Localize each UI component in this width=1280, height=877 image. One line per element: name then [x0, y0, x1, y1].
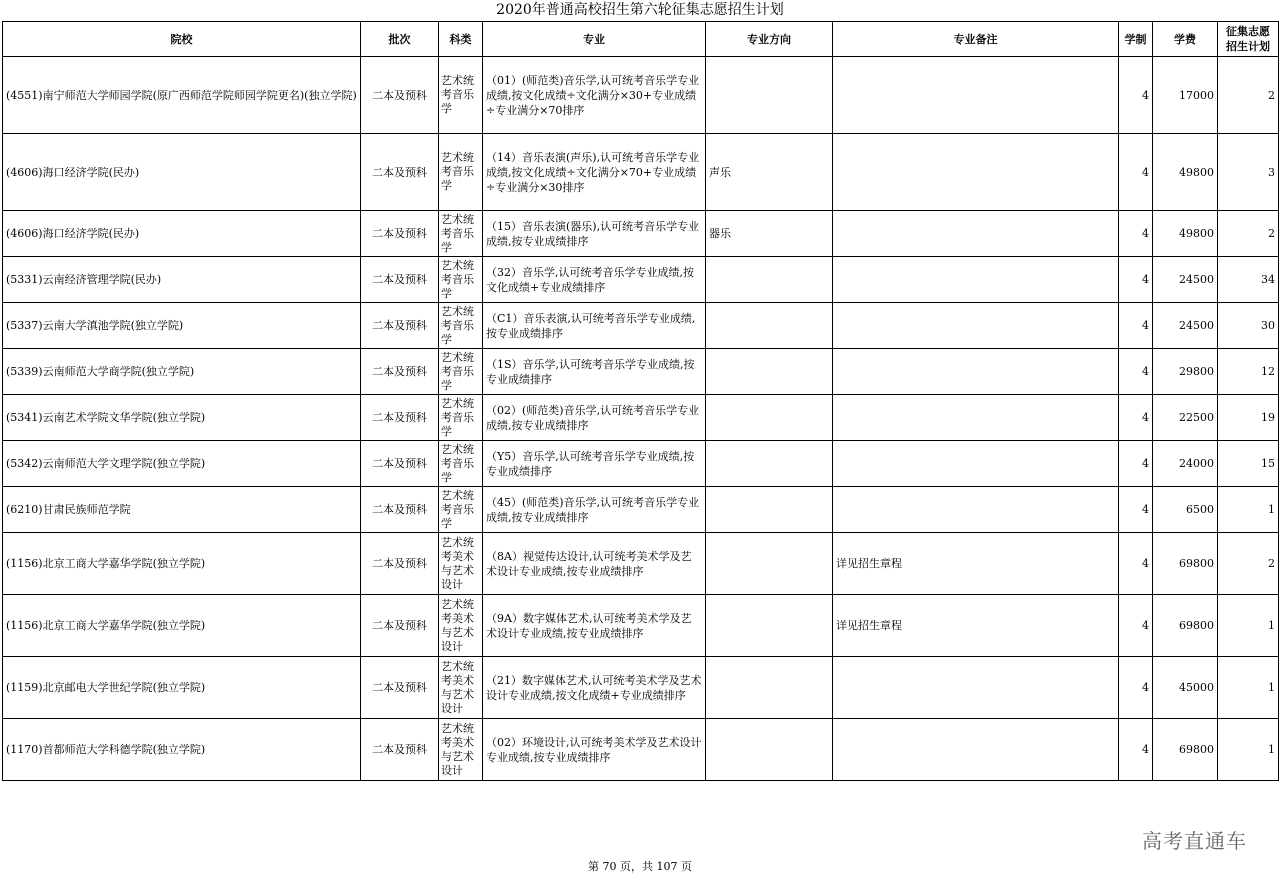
row-note: 详见招生章程	[833, 595, 1119, 657]
row-category: 艺术统考美术与艺术设计	[439, 595, 483, 657]
row-major: （32）音乐学,认可统考音乐学专业成绩,按文化成绩+专业成绩排序	[483, 257, 706, 303]
table-row	[3, 395, 1279, 441]
row-direction	[706, 441, 833, 487]
row-direction	[706, 57, 833, 134]
row-plan: 3	[1218, 134, 1279, 211]
row-direction	[706, 657, 833, 719]
row-major: （8A）视觉传达设计,认可统考美术学及艺术设计专业成绩,按专业成绩排序	[483, 533, 706, 595]
row-major: （02）(师范类)音乐学,认可统考音乐学专业成绩,按专业成绩排序	[483, 395, 706, 441]
row-fee: 49800	[1153, 134, 1218, 211]
row-major: （15）音乐表演(器乐),认可统考音乐学专业成绩,按专业成绩排序	[483, 211, 706, 257]
row-batch: 二本及预科	[361, 595, 439, 657]
row-category: 艺术统考音乐学	[439, 487, 483, 533]
row-note	[833, 657, 1119, 719]
row-plan: 1	[1218, 595, 1279, 657]
row-years: 4	[1119, 395, 1153, 441]
row-school: (5337)云南大学滇池学院(独立学院)	[3, 303, 361, 349]
row-plan: 1	[1218, 487, 1279, 533]
row-plan: 2	[1218, 211, 1279, 257]
page-footer: 第 70 页，共 107 页	[588, 860, 692, 873]
row-note	[833, 719, 1119, 781]
row-years: 4	[1119, 134, 1153, 211]
row-direction	[706, 595, 833, 657]
row-major: （C1）音乐表演,认可统考音乐学专业成绩,按专业成绩排序	[483, 303, 706, 349]
document-title: 2020年普通高校招生第六轮征集志愿招生计划	[496, 2, 784, 18]
row-note	[833, 441, 1119, 487]
header-plan: 征集志愿招生计划	[1218, 22, 1279, 57]
row-major: （14）音乐表演(声乐),认可统考音乐学专业成绩,按文化成绩÷文化满分×70+专业成绩÷专业满分×30排序	[483, 134, 706, 211]
row-fee: 6500	[1153, 487, 1218, 533]
row-school: (5342)云南师范大学文理学院(独立学院)	[3, 441, 361, 487]
row-direction	[706, 719, 833, 781]
header-category: 科类	[439, 22, 483, 57]
row-years: 4	[1119, 349, 1153, 395]
row-years: 4	[1119, 211, 1153, 257]
row-years: 4	[1119, 57, 1153, 134]
row-plan: 30	[1218, 303, 1279, 349]
row-note	[833, 57, 1119, 134]
row-fee: 69800	[1153, 595, 1218, 657]
row-plan: 2	[1218, 533, 1279, 595]
row-school: (1159)北京邮电大学世纪学院(独立学院)	[3, 657, 361, 719]
row-fee: 17000	[1153, 57, 1218, 134]
table-row	[3, 719, 1279, 781]
row-direction: 器乐	[706, 211, 833, 257]
row-school: (5331)云南经济管理学院(民办)	[3, 257, 361, 303]
row-fee: 49800	[1153, 211, 1218, 257]
row-fee: 22500	[1153, 395, 1218, 441]
row-batch: 二本及预科	[361, 134, 439, 211]
row-major: （02）环境设计,认可统考美术学及艺术设计专业成绩,按专业成绩排序	[483, 719, 706, 781]
table-row	[3, 657, 1279, 719]
row-category: 艺术统考音乐学	[439, 134, 483, 211]
row-plan: 19	[1218, 395, 1279, 441]
row-plan: 34	[1218, 257, 1279, 303]
row-years: 4	[1119, 441, 1153, 487]
table-row	[3, 211, 1279, 257]
row-plan: 12	[1218, 349, 1279, 395]
row-major: （21）数字媒体艺术,认可统考美术学及艺术设计专业成绩,按文化成绩+专业成绩排序	[483, 657, 706, 719]
row-note	[833, 211, 1119, 257]
row-school: (4606)海口经济学院(民办)	[3, 134, 361, 211]
row-school: (4551)南宁师范大学师园学院(原广西师范学院师园学院更名)(独立学院)	[3, 57, 361, 134]
table-row	[3, 134, 1279, 211]
row-direction	[706, 349, 833, 395]
row-direction	[706, 395, 833, 441]
row-years: 4	[1119, 533, 1153, 595]
row-school: (6210)甘肃民族师范学院	[3, 487, 361, 533]
table-row	[3, 595, 1279, 657]
row-plan: 1	[1218, 657, 1279, 719]
row-category: 艺术统考音乐学	[439, 349, 483, 395]
row-category: 艺术统考音乐学	[439, 303, 483, 349]
row-category: 艺术统考音乐学	[439, 257, 483, 303]
row-fee: 24500	[1153, 303, 1218, 349]
row-school: (1156)北京工商大学嘉华学院(独立学院)	[3, 595, 361, 657]
row-category: 艺术统考音乐学	[439, 211, 483, 257]
table-row	[3, 533, 1279, 595]
row-batch: 二本及预科	[361, 211, 439, 257]
row-years: 4	[1119, 719, 1153, 781]
row-major: （01）(师范类)音乐学,认可统考音乐学专业成绩,按文化成绩÷文化满分×30+专业成绩÷专业满分×70排序	[483, 57, 706, 134]
header-direction: 专业方向	[706, 22, 833, 57]
row-note	[833, 303, 1119, 349]
row-fee: 45000	[1153, 657, 1218, 719]
row-plan: 15	[1218, 441, 1279, 487]
row-fee: 24500	[1153, 257, 1218, 303]
row-category: 艺术统考音乐学	[439, 441, 483, 487]
row-batch: 二本及预科	[361, 533, 439, 595]
admission-plan-table	[2, 21, 1279, 781]
row-direction	[706, 487, 833, 533]
row-direction: 声乐	[706, 134, 833, 211]
row-school: (4606)海口经济学院(民办)	[3, 211, 361, 257]
row-fee: 69800	[1153, 719, 1218, 781]
row-major: （45）(师范类)音乐学,认可统考音乐学专业成绩,按专业成绩排序	[483, 487, 706, 533]
watermark-text: 高考直通车	[1142, 829, 1247, 853]
row-category: 艺术统考美术与艺术设计	[439, 657, 483, 719]
row-years: 4	[1119, 303, 1153, 349]
row-school: (5341)云南艺术学院文华学院(独立学院)	[3, 395, 361, 441]
row-years: 4	[1119, 657, 1153, 719]
row-major: （9A）数字媒体艺术,认可统考美术学及艺术设计专业成绩,按专业成绩排序	[483, 595, 706, 657]
header-batch: 批次	[361, 22, 439, 57]
row-category: 艺术统考美术与艺术设计	[439, 719, 483, 781]
row-direction	[706, 257, 833, 303]
row-years: 4	[1119, 257, 1153, 303]
row-major: （1S）音乐学,认可统考音乐学专业成绩,按专业成绩排序	[483, 349, 706, 395]
row-direction	[706, 303, 833, 349]
row-note	[833, 349, 1119, 395]
row-direction	[706, 533, 833, 595]
row-years: 4	[1119, 595, 1153, 657]
row-category: 艺术统考美术与艺术设计	[439, 533, 483, 595]
row-school: (5339)云南师范大学商学院(独立学院)	[3, 349, 361, 395]
row-batch: 二本及预科	[361, 257, 439, 303]
table-row	[3, 303, 1279, 349]
table-row	[3, 57, 1279, 134]
header-fee: 学费	[1153, 22, 1218, 57]
row-school: (1170)首都师范大学科德学院(独立学院)	[3, 719, 361, 781]
row-plan: 2	[1218, 57, 1279, 134]
table-row	[3, 257, 1279, 303]
header-school: 院校	[3, 22, 361, 57]
row-note	[833, 257, 1119, 303]
row-years: 4	[1119, 487, 1153, 533]
row-batch: 二本及预科	[361, 487, 439, 533]
row-batch: 二本及预科	[361, 395, 439, 441]
row-batch: 二本及预科	[361, 441, 439, 487]
row-category: 艺术统考音乐学	[439, 57, 483, 134]
table-row	[3, 487, 1279, 533]
row-plan: 1	[1218, 719, 1279, 781]
row-category: 艺术统考音乐学	[439, 395, 483, 441]
row-batch: 二本及预科	[361, 657, 439, 719]
row-note	[833, 487, 1119, 533]
header-note: 专业备注	[833, 22, 1119, 57]
row-note	[833, 395, 1119, 441]
header-major: 专业	[483, 22, 706, 57]
row-note	[833, 134, 1119, 211]
row-batch: 二本及预科	[361, 303, 439, 349]
row-fee: 69800	[1153, 533, 1218, 595]
row-major: （Y5）音乐学,认可统考音乐学专业成绩,按专业成绩排序	[483, 441, 706, 487]
row-batch: 二本及预科	[361, 349, 439, 395]
row-fee: 24000	[1153, 441, 1218, 487]
row-batch: 二本及预科	[361, 57, 439, 134]
row-note: 详见招生章程	[833, 533, 1119, 595]
table-row	[3, 349, 1279, 395]
row-fee: 29800	[1153, 349, 1218, 395]
table-row	[3, 441, 1279, 487]
header-years: 学制	[1119, 22, 1153, 57]
row-school: (1156)北京工商大学嘉华学院(独立学院)	[3, 533, 361, 595]
table-header-row	[3, 22, 1279, 57]
row-batch: 二本及预科	[361, 719, 439, 781]
